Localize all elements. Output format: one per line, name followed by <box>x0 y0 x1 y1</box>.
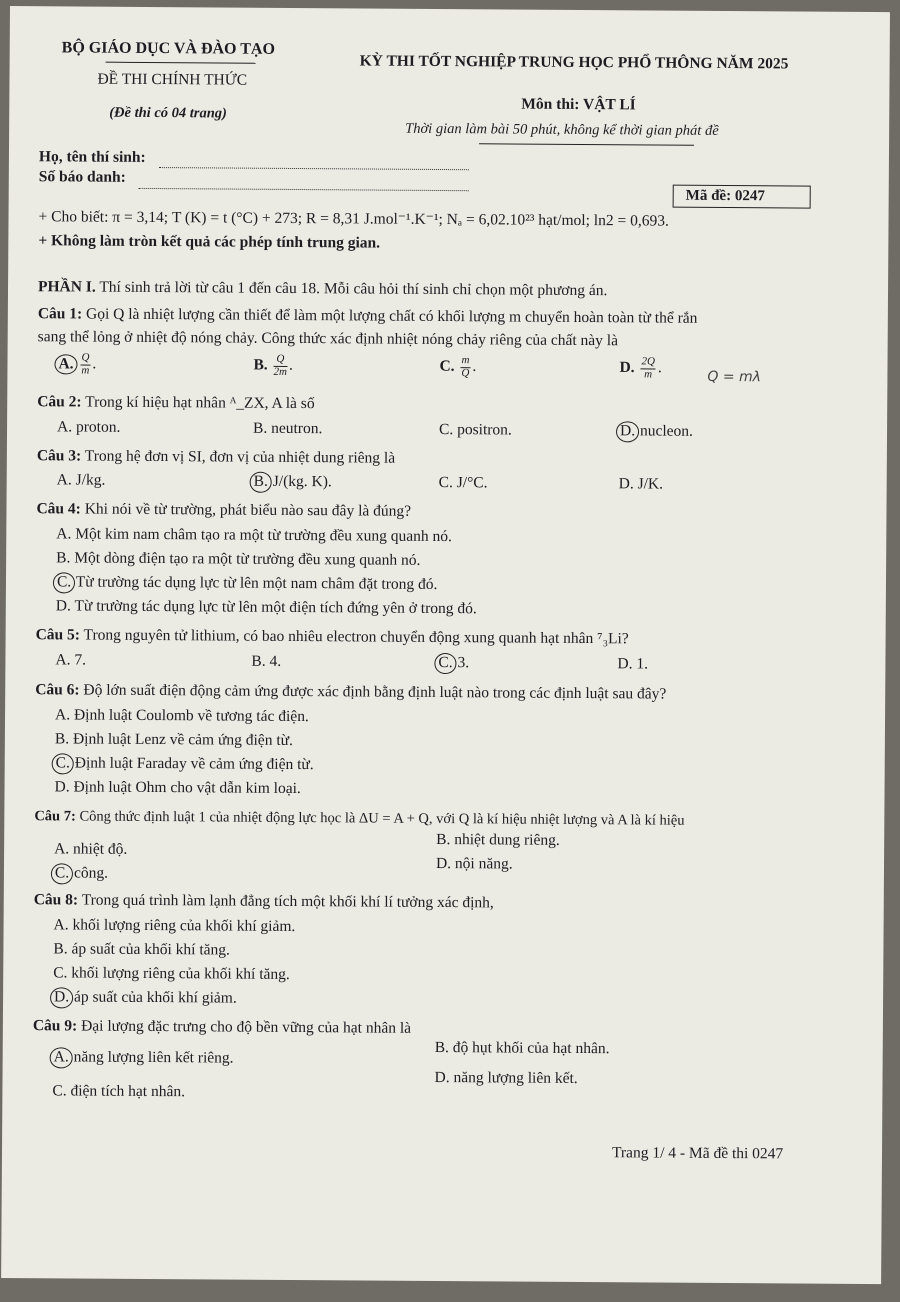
q2-option-d <box>619 422 693 441</box>
q7-c-text: công. <box>73 864 109 882</box>
q1-d-num: 2Q <box>641 355 655 368</box>
q1-option-a: A. $\frac{Q}{m}$ . <box>57 352 96 376</box>
q1-num: Câu 1: <box>37 305 83 323</box>
q5-c-letter: C. <box>434 653 456 674</box>
q5-c-text: 3. <box>457 654 470 672</box>
q8-option-d <box>53 988 237 1008</box>
q2-option-c: C. positron. <box>438 421 512 439</box>
no-rounding-note: + Không làm tròn kết quả các phép tính trung gian. <box>38 232 381 252</box>
q5-option-b: B. 4. <box>251 652 282 670</box>
header-underline <box>106 62 256 64</box>
q1-option-d: D. $\frac{2Q}{m}$ . <box>619 355 662 381</box>
q9-text: Đại lượng đặc trưng cho độ bền vững của hạt nhân là <box>81 1017 412 1037</box>
q5-option-a: A. 7. <box>55 651 87 669</box>
q1-b-letter: B. <box>253 356 268 374</box>
q6-option-c <box>55 754 314 774</box>
q5-option-d: D. 1. <box>617 655 649 673</box>
q8-option-c: C. khối lượng riêng của khối khí tăng. <box>53 964 290 983</box>
q9-num: Câu 9: <box>32 1017 78 1035</box>
q7-num: Câu 7: <box>34 808 76 825</box>
time-info: Thời gian làm bài 50 phút, không kể thời gian phát đề <box>405 120 719 139</box>
q3-text: Trong hệ đơn vị SI, đơn vị của nhiệt dung riêng là <box>84 447 396 467</box>
q6-option-b: B. Định luật Lenz về cảm ứng điện từ. <box>54 730 294 749</box>
q2-option-a: A. proton. <box>57 418 121 436</box>
question-5 <box>36 626 629 649</box>
q7-option-a: A. nhiệt độ. <box>54 840 128 858</box>
q7-c-letter: C. <box>51 863 73 884</box>
q1-handwritten-note: Q = mλ <box>707 368 762 386</box>
question-8 <box>34 891 494 913</box>
q1-d-fraction <box>640 356 656 380</box>
q1-d-letter: D. <box>619 358 635 376</box>
q1-option-c: C. $\frac{m}{Q}$ . <box>439 354 477 379</box>
q3-option-a: A. J/kg. <box>56 471 106 489</box>
q8-d-letter: D. <box>50 987 73 1008</box>
name-blank <box>159 167 469 170</box>
q5-text: Trong nguyên tử lithium, có bao nhiêu electron chuyển động xung quanh hạt nhân ⁷₃Li? <box>83 626 629 648</box>
q3-num: Câu 3: <box>36 447 82 465</box>
question-4 <box>36 500 411 521</box>
name-label: Họ, tên thí sinh: <box>38 148 146 166</box>
question-3 <box>37 447 395 468</box>
id-label: Số báo danh: <box>38 168 126 186</box>
q1-c-den: Q <box>461 366 470 379</box>
q8-option-b: B. áp suất của khối khí tăng. <box>53 940 230 959</box>
q4-option-d: D. Từ trường tác dụng lực từ lên một điện tích đứng yên ở trong đó. <box>55 597 477 618</box>
q4-option-a: A. Một kim nam châm tạo ra một từ trường đều xung quanh nó. <box>56 525 453 546</box>
q8-d-text: áp suất của khối khí giảm. <box>73 988 237 1007</box>
q4-c-letter: C. <box>53 572 75 593</box>
q9-a-letter: A. <box>50 1047 73 1068</box>
q8-option-a: A. khối lượng riêng của khối khí giảm. <box>53 916 296 936</box>
q3-b-letter: B. <box>250 472 272 493</box>
page-footer: Trang 1/ 4 - Mã đề thi 0247 <box>611 1144 784 1163</box>
q7-option-c <box>54 864 108 883</box>
question-7 <box>34 808 684 830</box>
q6-text: Độ lớn suất điện động cảm ứng được xác định bằng định luật nào trong các định luật sau đây? <box>83 681 667 703</box>
q9-option-c: C. điện tích hạt nhân. <box>52 1082 186 1101</box>
q7-option-b: B. nhiệt dung riêng. <box>436 830 560 849</box>
q5-num: Câu 5: <box>35 626 81 644</box>
q1-a-letter: A. <box>54 354 77 375</box>
q6-option-d: D. Định luật Ohm cho vật dẫn kim loại. <box>54 778 301 798</box>
page-count: (Đề thi có 04 trang) <box>109 104 227 122</box>
subject: Môn thi: VẬT LÍ <box>521 95 636 114</box>
exam-code-box: Mã đề: 0247 <box>673 185 811 209</box>
part1-title: PHẦN I. <box>37 278 96 296</box>
exam-paper <box>1 6 890 1284</box>
q7-option-d: D. nội năng. <box>435 854 513 873</box>
q2-text: Trong kí hiệu hạt nhân ᴬ_ZX, A là số <box>85 393 315 413</box>
id-blank <box>139 188 469 191</box>
q3-b-text: J/(kg. K). <box>272 472 332 491</box>
q1-b-den: 2m <box>273 365 288 378</box>
q2-d-letter: D. <box>616 421 639 442</box>
q1-b-num: Q <box>274 354 288 367</box>
part1-instruction: Thí sinh trả lời từ câu 1 đến câu 18. Mỗi câu hỏi thí sinh chỉ chọn một phương án. <box>99 278 608 300</box>
q1-line1: Gọi Q là nhiệt lượng cần thiết để làm một lượng chất có khối lượng m chuyển hoàn toàn từ thể rắn <box>86 305 698 327</box>
q1-d-den: m <box>644 367 653 381</box>
q8-num: Câu 8: <box>33 891 79 909</box>
q2-option-b: B. neutron. <box>252 419 323 438</box>
q7-text: Công thức định luật 1 của nhiệt động lực học là ΔU = A + Q, với Q là kí hiệu nhiệt lượng và A là kí hiệu <box>79 808 685 829</box>
q4-c-text: Từ trường tác dụng lực từ lên một nam châm đặt trong đó. <box>75 573 438 593</box>
q3-option-b <box>253 473 332 492</box>
given-constants: + Cho biết: π = 3,14; T (K) = t (°C) + 273; R = 8,31 J.mol⁻¹.K⁻¹; Nₐ = 6,02.10²³ hạt/mol; ln2 = 0,693. <box>38 208 669 230</box>
q9-option-a <box>53 1048 234 1068</box>
q1-a-fraction <box>80 353 90 377</box>
q4-num: Câu 4: <box>36 500 81 518</box>
q6-num: Câu 6: <box>35 681 80 699</box>
q1-line2: sang thể lỏng ở nhiệt độ nóng chảy. Công thức xác định nhiệt nóng chảy riêng của chất này là <box>37 328 619 350</box>
q1-c-num: m <box>461 354 470 367</box>
q1-c-letter: C. <box>439 357 455 375</box>
q1-a-num: Q <box>81 351 90 364</box>
q5-option-c <box>437 654 469 673</box>
q4-text: Khi nói về từ trường, phát biểu nào sau đây là đúng? <box>84 500 412 520</box>
time-underline <box>479 143 694 146</box>
q9-a-text: năng lượng liên kết riêng. <box>73 1048 234 1067</box>
question-1 <box>38 305 698 328</box>
q1-b-fraction <box>274 354 288 378</box>
q4-option-c <box>56 573 438 594</box>
q3-option-c: C. J/°C. <box>438 474 488 492</box>
part1-heading <box>38 278 607 301</box>
q8-text: Trong quá trình làm lạnh đẳng tích một khối khí lí tưởng xác định, <box>81 891 494 912</box>
q1-option-b: B. $\frac{Q}{2m}$ . <box>253 352 293 378</box>
q4-option-b: B. Một dòng điện tạo ra một từ trường đều xung quanh nó. <box>56 549 421 569</box>
exam-title: KỲ THI TỐT NGHIỆP TRUNG HỌC PHỔ THÔNG NĂM 2025 <box>359 52 789 73</box>
q3-option-d: D. J/K. <box>618 475 664 493</box>
q1-c-fraction <box>460 355 470 379</box>
ministry-name: BỘ GIÁO DỤC VÀ ĐÀO TẠO <box>61 39 275 58</box>
q2-d-text: nucleon. <box>639 422 694 440</box>
q1-a-den: m <box>81 364 90 377</box>
q9-option-b: B. độ hụt khối của hạt nhân. <box>434 1038 610 1058</box>
q6-option-a: A. Định luật Coulomb về tương tác điện. <box>54 706 309 726</box>
question-2 <box>37 393 315 414</box>
q2-num: Câu 2: <box>37 393 82 411</box>
q6-c-text: Định luật Faraday về cảm ứng điện từ. <box>74 754 314 774</box>
question-9 <box>33 1017 411 1038</box>
official-label: ĐỀ THI CHÍNH THỨC <box>97 70 248 89</box>
question-6 <box>35 681 666 704</box>
q6-c-letter: C. <box>52 753 74 774</box>
q9-option-d: D. năng lượng liên kết. <box>434 1068 578 1087</box>
